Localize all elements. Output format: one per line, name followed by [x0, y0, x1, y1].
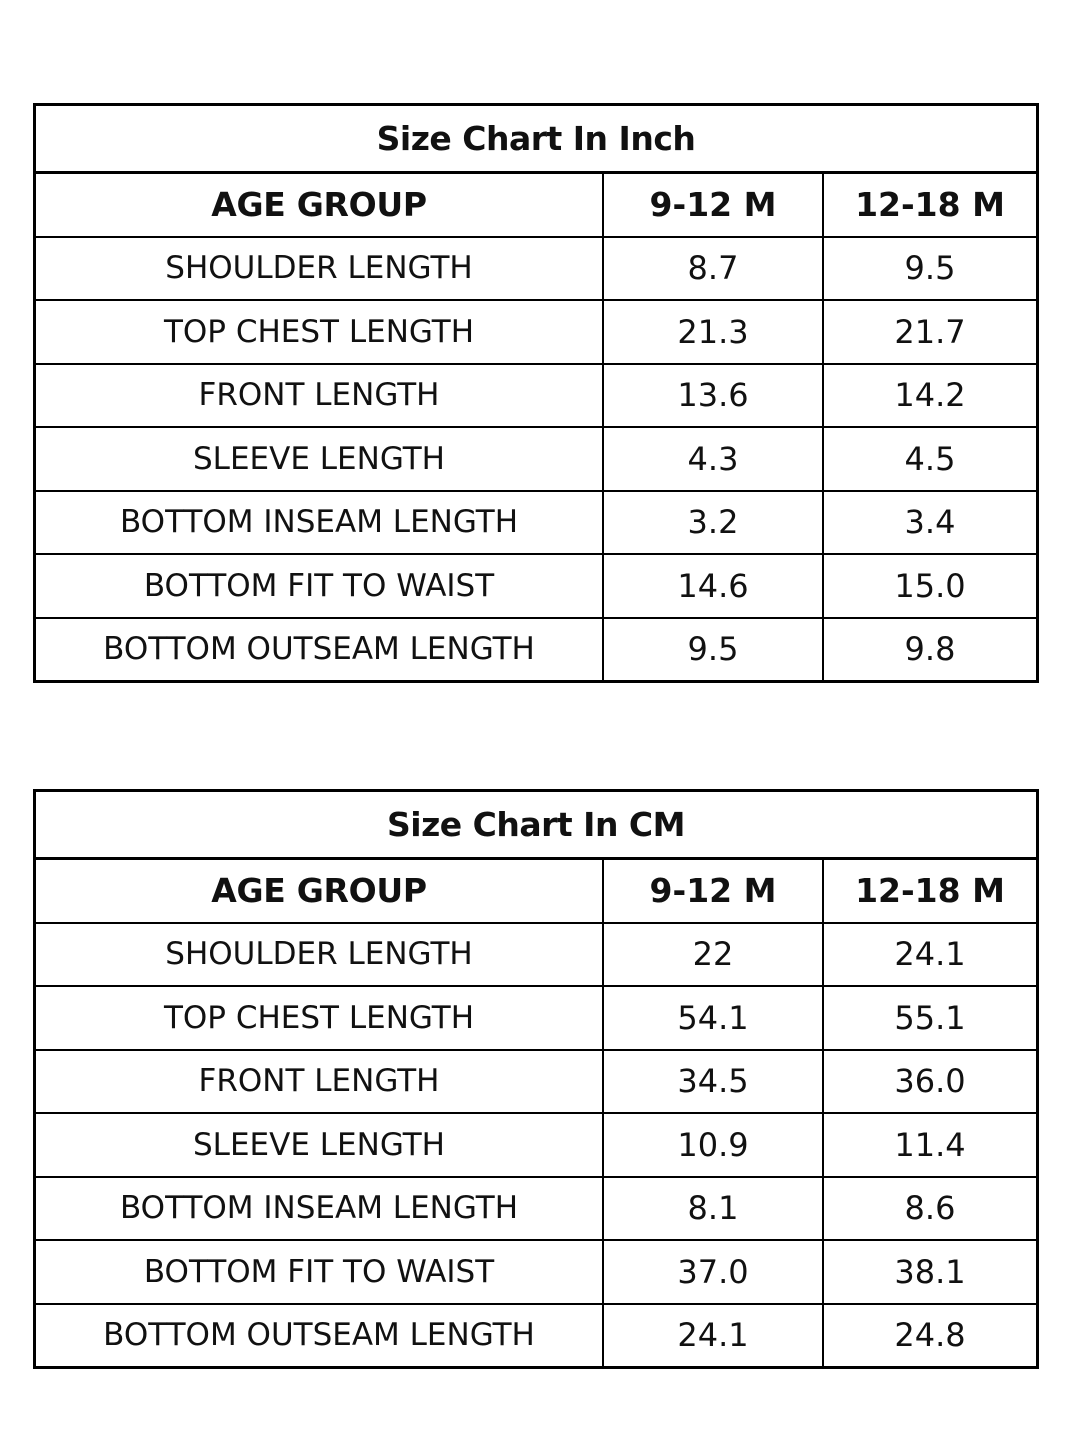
measurement-label: BOTTOM OUTSEAM LENGTH	[36, 1304, 603, 1367]
value-12-18m: 3.4	[823, 491, 1036, 555]
measurement-label: SLEEVE LENGTH	[36, 427, 603, 491]
measurement-label: BOTTOM OUTSEAM LENGTH	[36, 618, 603, 681]
table-row	[36, 1240, 1036, 1304]
value-12-18m: 55.1	[823, 986, 1036, 1050]
column-header-9-12m: 9-12 M	[603, 860, 823, 923]
value-9-12m: 3.2	[603, 491, 823, 555]
chart-title: Size Chart In Inch	[36, 106, 1036, 174]
measurement-label: BOTTOM FIT TO WAIST	[36, 554, 603, 618]
value-12-18m: 9.8	[823, 618, 1036, 681]
value-12-18m: 11.4	[823, 1113, 1036, 1177]
column-header-12-18m: 12-18 M	[823, 860, 1036, 923]
value-9-12m: 8.7	[603, 237, 823, 301]
value-12-18m: 4.5	[823, 427, 1036, 491]
size-chart-cm	[33, 789, 1039, 1369]
table-row	[36, 1050, 1036, 1114]
header-row	[36, 860, 1036, 923]
value-9-12m: 34.5	[603, 1050, 823, 1114]
value-9-12m: 9.5	[603, 618, 823, 681]
table-row	[36, 300, 1036, 364]
table-row	[36, 491, 1036, 555]
measurement-label: BOTTOM INSEAM LENGTH	[36, 1177, 603, 1241]
value-9-12m: 54.1	[603, 986, 823, 1050]
value-9-12m: 13.6	[603, 364, 823, 428]
table-row	[36, 923, 1036, 987]
measurement-label: BOTTOM INSEAM LENGTH	[36, 491, 603, 555]
header-row	[36, 174, 1036, 237]
value-12-18m: 14.2	[823, 364, 1036, 428]
value-12-18m: 24.8	[823, 1304, 1036, 1367]
column-header-age-group: AGE GROUP	[211, 871, 427, 911]
value-9-12m: 8.1	[603, 1177, 823, 1241]
value-12-18m: 8.6	[823, 1177, 1036, 1241]
table-row	[36, 1113, 1036, 1177]
table-row	[36, 427, 1036, 491]
measurement-label: FRONT LENGTH	[36, 364, 603, 428]
value-9-12m: 14.6	[603, 554, 823, 618]
table-row	[36, 1304, 1036, 1367]
size-table	[36, 174, 1036, 680]
value-9-12m: 22	[603, 923, 823, 987]
measurement-label: FRONT LENGTH	[36, 1050, 603, 1114]
table-row	[36, 986, 1036, 1050]
column-header-12-18m: 12-18 M	[823, 174, 1036, 237]
table-row	[36, 554, 1036, 618]
table-row	[36, 237, 1036, 301]
measurement-label: BOTTOM FIT TO WAIST	[36, 1240, 603, 1304]
value-9-12m: 37.0	[603, 1240, 823, 1304]
value-12-18m: 15.0	[823, 554, 1036, 618]
value-12-18m: 36.0	[823, 1050, 1036, 1114]
column-header-age-group: AGE GROUP	[211, 185, 427, 225]
measurement-label: TOP CHEST LENGTH	[36, 300, 603, 364]
value-9-12m: 24.1	[603, 1304, 823, 1367]
measurement-label: TOP CHEST LENGTH	[36, 986, 603, 1050]
measurement-label: SHOULDER LENGTH	[36, 237, 603, 301]
value-9-12m: 4.3	[603, 427, 823, 491]
value-12-18m: 9.5	[823, 237, 1036, 301]
value-12-18m: 38.1	[823, 1240, 1036, 1304]
measurement-label: SHOULDER LENGTH	[36, 923, 603, 987]
value-12-18m: 24.1	[823, 923, 1036, 987]
table-row	[36, 364, 1036, 428]
size-table	[36, 860, 1036, 1366]
column-header-9-12m: 9-12 M	[603, 174, 823, 237]
chart-title: Size Chart In CM	[36, 792, 1036, 860]
measurement-label: SLEEVE LENGTH	[36, 1113, 603, 1177]
value-9-12m: 21.3	[603, 300, 823, 364]
table-row	[36, 618, 1036, 681]
table-row	[36, 1177, 1036, 1241]
value-12-18m: 21.7	[823, 300, 1036, 364]
value-9-12m: 10.9	[603, 1113, 823, 1177]
size-chart-inch	[33, 103, 1039, 683]
